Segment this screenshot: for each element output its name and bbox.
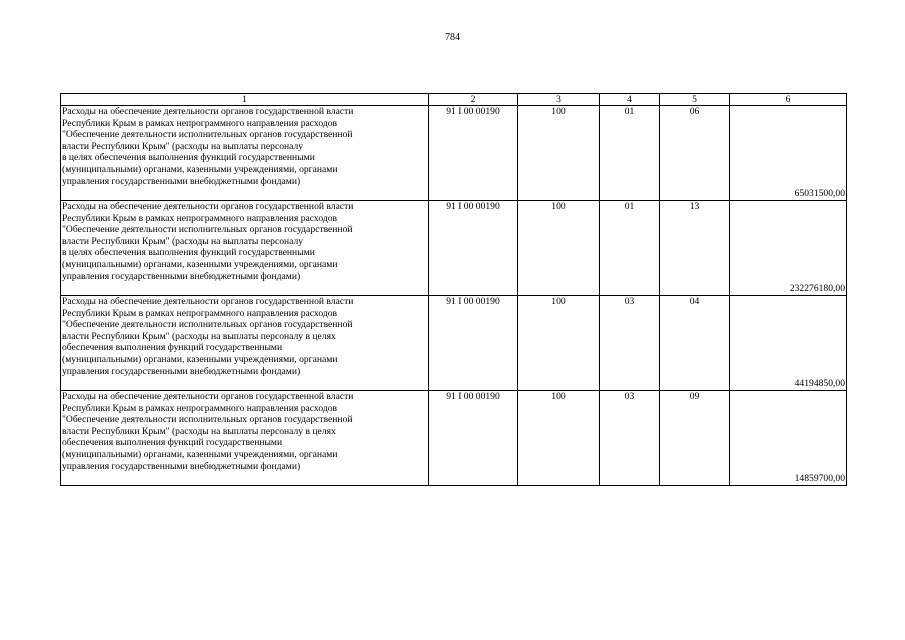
column-header: 5	[660, 94, 730, 106]
description-line: (муниципальными) органами, казенными учреждениями, органами	[62, 448, 338, 460]
description-line: Расходы на обеспечение деятельности органов государственной власти	[62, 296, 354, 307]
description-line: в целях обеспечения выполнения функций государственными	[62, 152, 315, 164]
section-code: 03	[600, 296, 660, 391]
amount-value: 232276180,00	[730, 201, 847, 296]
expense-description	[61, 391, 429, 486]
amount-value: 14859700,00	[730, 391, 847, 486]
description-line: в целях обеспечения выполнения функций государственными	[62, 247, 315, 259]
table-row	[61, 201, 847, 296]
subsection-code: 04	[660, 296, 730, 391]
description-line: "Обеспечение деятельности исполнительных органов государственной	[62, 129, 353, 141]
subsection-code: 09	[660, 391, 730, 486]
description-line: обеспечения выполнения функций государственными	[62, 437, 283, 449]
description-line: власти Республики Крым" (расходы на выплаты персоналу в целях	[62, 330, 336, 342]
expense-description	[61, 106, 429, 201]
expense-description	[61, 201, 429, 296]
table-row	[61, 106, 847, 201]
description-line: (муниципальными) органами, казенными учреждениями, органами	[62, 163, 338, 175]
amount-value: 44194850,00	[730, 296, 847, 391]
section-code: 01	[600, 201, 660, 296]
target-article-code: 91 I 00 00190	[429, 391, 518, 486]
description-line: Республики Крым в рамках непрограммного направления расходов	[62, 117, 338, 129]
description-line: Расходы на обеспечение деятельности органов государственной власти	[62, 201, 354, 212]
column-header: 4	[600, 94, 660, 106]
expense-type-code: 100	[518, 391, 600, 486]
budget-table	[60, 93, 847, 486]
amount-value: 65031500,00	[730, 106, 847, 201]
description-line: власти Республики Крым" (расходы на выплаты персоналу в целях	[62, 425, 336, 437]
description-line: управления государственными внебюджетными фондами)	[62, 270, 301, 282]
section-code: 03	[600, 391, 660, 486]
column-header: 6	[730, 94, 847, 106]
target-article-code: 91 I 00 00190	[429, 106, 518, 201]
subsection-code: 13	[660, 201, 730, 296]
description-line: Республики Крым в рамках непрограммного направления расходов	[62, 212, 338, 224]
description-line: (муниципальными) органами, казенными учреждениями, органами	[62, 258, 338, 270]
description-line: Республики Крым в рамках непрограммного направления расходов	[62, 402, 338, 414]
column-header: 1	[61, 94, 429, 106]
expense-type-code: 100	[518, 296, 600, 391]
description-line: обеспечения выполнения функций государственными	[62, 342, 283, 354]
description-line: "Обеспечение деятельности исполнительных органов государственной	[62, 224, 353, 236]
expense-description	[61, 296, 429, 391]
description-line: власти Республики Крым" (расходы на выплаты персоналу	[62, 140, 304, 152]
target-article-code: 91 I 00 00190	[429, 296, 518, 391]
description-line: (муниципальными) органами, казенными учреждениями, органами	[62, 353, 338, 365]
column-header: 3	[518, 94, 600, 106]
expense-type-code: 100	[518, 106, 600, 201]
table-row	[61, 296, 847, 391]
description-line: Расходы на обеспечение деятельности органов государственной власти	[62, 391, 354, 402]
section-code: 01	[600, 106, 660, 201]
table-row	[61, 391, 847, 486]
description-line: власти Республики Крым" (расходы на выплаты персоналу	[62, 235, 304, 247]
description-line: Расходы на обеспечение деятельности органов государственной власти	[62, 106, 354, 117]
description-line: "Обеспечение деятельности исполнительных органов государственной	[62, 319, 353, 331]
page-number: 784	[445, 32, 460, 43]
column-header: 2	[429, 94, 518, 106]
subsection-code: 06	[660, 106, 730, 201]
description-line: "Обеспечение деятельности исполнительных органов государственной	[62, 414, 353, 426]
target-article-code: 91 I 00 00190	[429, 201, 518, 296]
description-line: управления государственными внебюджетными фондами)	[62, 460, 301, 472]
table-header-row	[61, 94, 847, 106]
description-line: Республики Крым в рамках непрограммного направления расходов	[62, 307, 338, 319]
description-line: управления государственными внебюджетными фондами)	[62, 365, 301, 377]
expense-type-code: 100	[518, 201, 600, 296]
description-line: управления государственными внебюджетными фондами)	[62, 175, 301, 187]
